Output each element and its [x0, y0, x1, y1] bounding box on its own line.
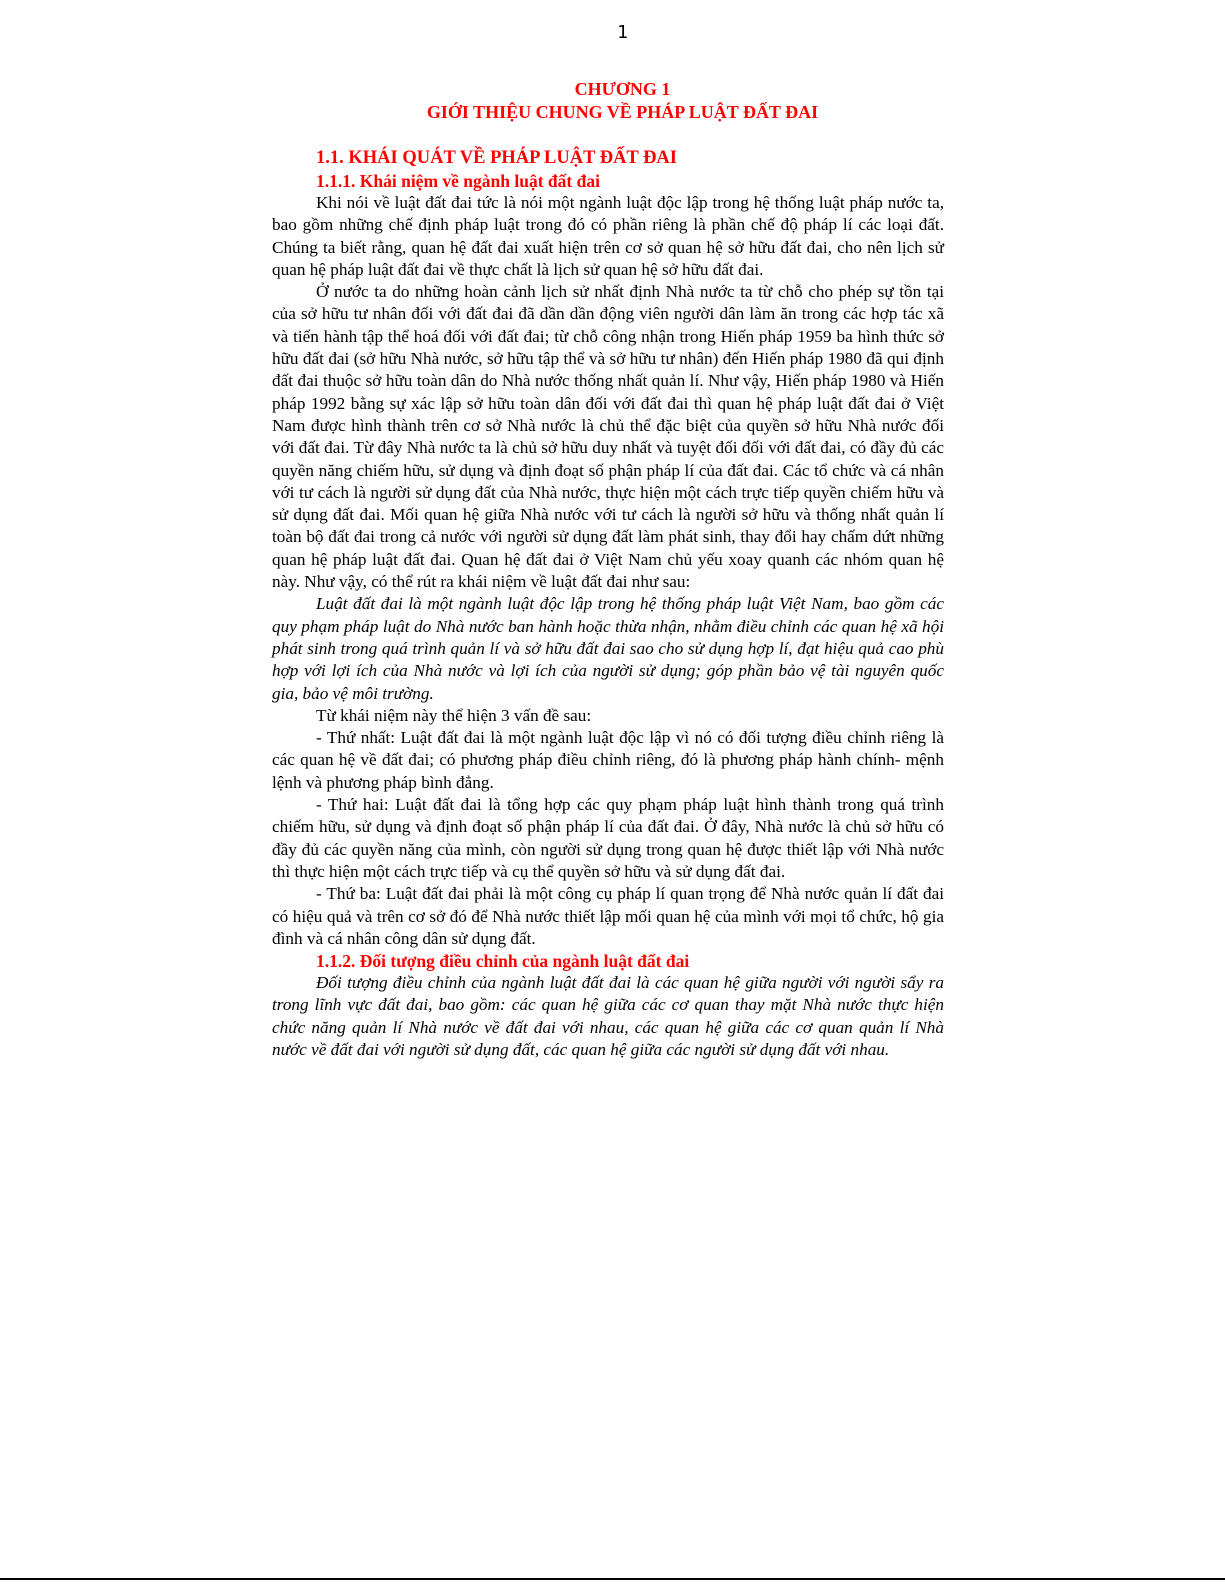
- list-item: - Thứ ba: Luật đất đai phải là một công cụ pháp lí quan trọng để Nhà nước quản lí đất đai có hiệu quả và trên cơ sở đó để Nhà nước thiết lập mối quan hệ của mình với mọi tổ chức, hộ gia đình và cá nhân công dân sử dụng đất.: [272, 884, 944, 948]
- paragraph: Từ khái niệm này thể hiện 3 vấn đề sau:: [316, 705, 592, 725]
- page-bottom-rule: [0, 1578, 1225, 1580]
- definition-paragraph: Luật đất đai là một ngành luật độc lập trong hệ thống pháp luật Việt Nam, bao gồm các quy phạm pháp luật do Nhà nước ban hành hoặc thừa nhận, nhằm điều chỉnh các quan hệ xã hội phát sinh trong quá trình quản lí và sở hữu đất đai sao cho sử dụng hợp lí, đạt hiệu quả cao phù hợp với lợi ích của Nhà nước và lợi ích của người sử dụng; góp phần bảo vệ tài nguyên quốc gia, bảo vệ môi trường.: [272, 594, 944, 703]
- document-body: [272, 146, 944, 1061]
- chapter-heading: [0, 78, 1225, 124]
- chapter-title: GIỚI THIỆU CHUNG VỀ PHÁP LUẬT ĐẤT ĐAI: [426, 102, 819, 122]
- page-number: 1: [617, 22, 628, 43]
- paragraph: Khi nói về luật đất đai tức là nói một ngành luật độc lập trong hệ thống luật pháp nước ta, bao gồm những chế định pháp luật trong đó có phần riêng là phần chế độ pháp lí các loại đất. Chúng ta biết rằng, quan hệ đất đai xuất hiện trên cơ sở quan hệ sở hữu đất đai, cho nên lịch sử quan hệ pháp luật đất đai về thực chất là lịch sử quan hệ sở hữu đất đai.: [272, 193, 944, 279]
- section-heading-1-1: 1.1. KHÁI QUÁT VỀ PHÁP LUẬT ĐẤT ĐAI: [316, 148, 677, 168]
- section-heading-1-1-1: 1.1.1. Khái niệm về ngành luật đất đai: [316, 171, 600, 191]
- chapter-label: CHƯƠNG 1: [574, 79, 671, 99]
- list-item: - Thứ nhất: Luật đất đai là một ngành luật độc lập vì nó có đối tượng điều chỉnh riêng là các quan hệ về đất đai; có phương pháp điều chỉnh riêng, đó là phương pháp hành chính- mệnh lệnh và phương pháp bình đẳng.: [272, 728, 944, 792]
- section-heading-1-1-2: 1.1.2. Đối tượng điều chỉnh của ngành luật đất đai: [316, 951, 690, 972]
- paragraph: Ở nước ta do những hoàn cảnh lịch sử nhất định Nhà nước ta từ chỗ cho phép sự tồn tại của sở hữu tư nhân đối với đất đai đã dần dần động viên người dân làm ăn trong các hợp tác xã và tiến hành tập thể hoá đối với đất đai; từ chỗ công nhận trong Hiến pháp 1959 ba hình thức sở hữu đất đai (sở hữu Nhà nước, sở hữu tập thể và sở hữu tư nhân) đến Hiến pháp 1980 đã qui định đất đai thuộc sở hữu toàn dân do Nhà nước thống nhất quản lí. Như vậy, Hiến pháp 1980 và Hiến pháp 1992 bằng sự xác lập sở hữu toàn dân đối với đất đai thì quan hệ pháp luật đất đai ở Việt Nam được hình thành trên cơ sở Nhà nước là chủ thể đặc biệt của quyền sở hữu Nhà nước đối với đất đai. Từ đây Nhà nước ta là chủ sở hữu duy nhất và tuyệt đối đối với đất đai, có đầy đủ các quyền năng chiếm hữu, sử dụng và định đoạt số phận pháp lí của đất đai. Các tổ chức và cá nhân với tư cách là người sử dụng đất của Nhà nước, thực hiện một cách trực tiếp quyền chiếm hữu và sử dụng đất đai. Mối quan hệ giữa Nhà nước với tư cách là người sở hữu và thống nhất quản lí toàn bộ đất đai trong cả nước với người sử dụng đất làm phát sinh, thay đổi hay chấm dứt những quan hệ pháp luật đất đai. Quan hệ đất đai ở Việt Nam chủ yếu xoay quanh các nhóm quan hệ này. Như vậy, có thể rút ra khái niệm về luật đất đai như sau:: [272, 282, 944, 592]
- definition-paragraph: Đối tượng điều chỉnh của ngành luật đất đai là các quan hệ giữa người với người sẩy ra trong lĩnh vực đất đai, bao gồm: các quan hệ giữa các cơ quan thay mặt Nhà nước thực hiện chức năng quản lí Nhà nước về đất đai với nhau, các quan hệ giữa các cơ quan quản lí Nhà nước về đất đai với người sử dụng đất, các quan hệ giữa các người sử dụng đất với nhau.: [272, 973, 944, 1059]
- list-item: - Thứ hai: Luật đất đai là tổng hợp các quy phạm pháp luật hình thành trong quá trình chiếm hữu, sử dụng và định đoạt số phận pháp lí của đất đai. Ở đây, Nhà nước là chủ sở hữu có đầy đủ các quyền năng của mình, còn người sử dụng trong quan hệ được thiết lập với Nhà nước thì thực hiện một cách trực tiếp và cụ thể quyền sở hữu và sử dụng đất đai.: [272, 795, 944, 881]
